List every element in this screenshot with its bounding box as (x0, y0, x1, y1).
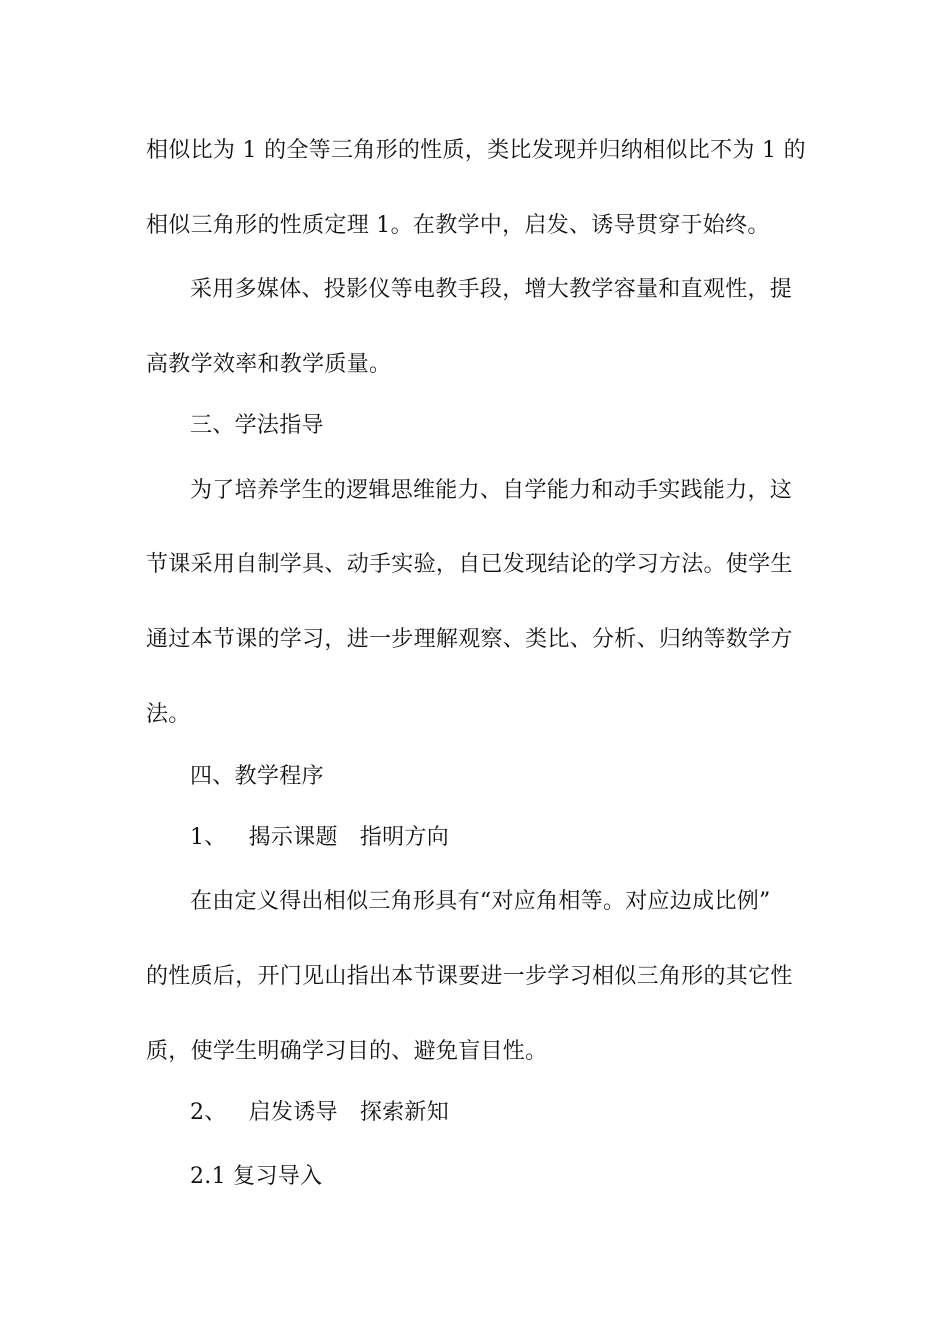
text-line: 在由定义得出相似三角形具有“对应角相等。对应边成比例” (190, 889, 771, 914)
step-subtitle: 探索新知 (359, 1100, 450, 1125)
text-line: 为了培养学生的逻辑思维能力、自学能力和动手实践能力，这 (190, 478, 793, 503)
step-number: 1、 (190, 825, 227, 850)
text-line: 高教学效率和教学质量。 (146, 352, 392, 377)
step-heading-2 (190, 1098, 449, 1128)
text-line: 法。 (146, 702, 191, 727)
text-line: 采用多媒体、投影仪等电教手段，增大教学容量和直观性，提 (190, 277, 793, 302)
text-line: 的性质后，开门见山指出本节课要进一步学习相似三角形的其它性 (146, 964, 793, 989)
subsection-heading: 2.1 复习导入 (190, 1164, 323, 1189)
text-line: 相似比为 1 的全等三角形的性质，类比发现并归纳相似比不为 1 的 (146, 138, 806, 163)
text-line: 相似三角形的性质定理 1。在教学中，启发、诱导贯穿于始终。 (146, 213, 770, 238)
text-line: 通过本节课的学习，进一步理解观察、类比、分析、归纳等数学方 (146, 627, 793, 652)
section-heading: 四、教学程序 (190, 764, 324, 789)
text-line: 节课采用自制学具、动手实验，自已发现结论的学习方法。使学生 (146, 552, 793, 577)
step-heading-1 (190, 823, 449, 853)
step-title: 揭示课题 (248, 825, 338, 850)
step-title: 启发诱导 (248, 1100, 338, 1125)
step-subtitle: 指明方向 (359, 825, 450, 850)
section-heading: 三、学法指导 (190, 413, 324, 438)
step-number: 2、 (190, 1100, 227, 1125)
text-line: 质，使学生明确学习目的、避免盲目性。 (146, 1039, 548, 1064)
